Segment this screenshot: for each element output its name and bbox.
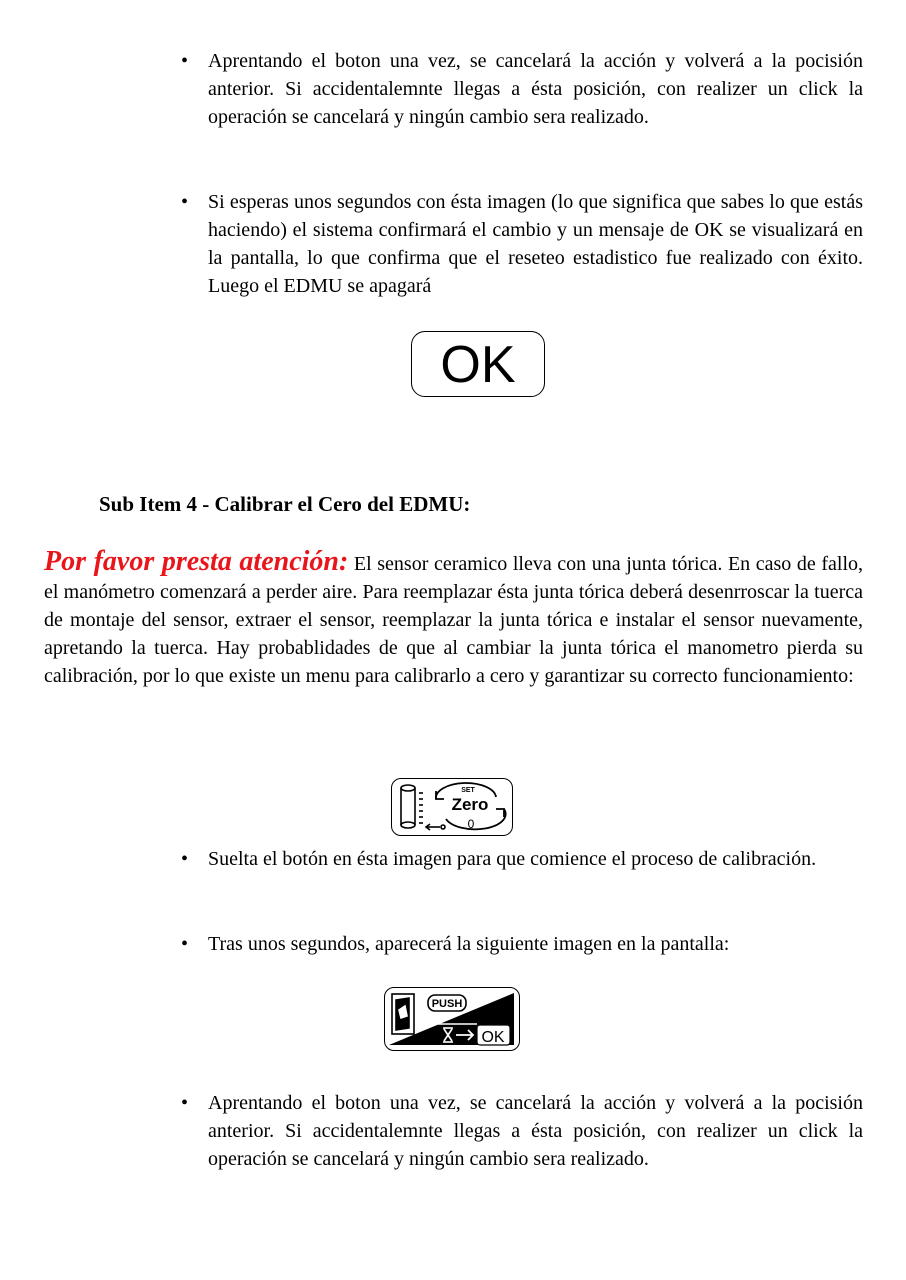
ok-mini-label: OK <box>481 1029 505 1046</box>
section-heading: Sub Item 4 - Calibrar el Cero del EDMU: <box>99 492 471 516</box>
attention-lead: Por favor presta atención: <box>44 546 349 577</box>
bullet-text: Suelta el botón en ésta imagen para que comience el proceso de calibración. <box>208 848 817 870</box>
bullet-text: Tras unos segundos, aparecerá la siguiente imagen en la pantalla: <box>208 933 730 955</box>
bullet-text: Aprentando el boton una vez, se cancelará la acción y volverá a la pocisión anterior. Si accidentalemnte llegas a ésta posición, con realizer un click la operación se cancelará y ningún cambio sera realizado. <box>208 1092 863 1170</box>
bullet-item <box>181 845 863 873</box>
zero-label: Zero <box>451 795 489 814</box>
bullet-item <box>181 1089 863 1173</box>
ok-display-image: OK <box>411 331 545 397</box>
bullet-dot: • <box>181 848 189 870</box>
set-label: SET <box>461 787 475 794</box>
bullet-item <box>181 47 863 131</box>
push-ok-icon <box>385 988 518 1049</box>
hand-icon <box>392 994 414 1034</box>
bullet-dot: • <box>181 191 189 213</box>
bullet-text: Aprentando el boton una vez, se cancelará la acción y volverá a la pocisión anterior. Si accidentalemnte llegas a ésta posición, con realizer un click la operación se cancelará y ningún cambio sera realizado. <box>208 50 863 128</box>
zero-digit: 0 <box>467 817 475 831</box>
bullet-dot: • <box>181 50 189 72</box>
set-zero-icon <box>392 779 511 834</box>
attention-body: El sensor ceramico lleva con una junta tórica. En caso de fallo, el manómetro comenzará a perder aire. Para reemplazar ésta junta tórica deberá desenrroscar la tuerca de montaje del sensor, extraer el sensor, reemplazar la junta tórica e instalar el sensor nuevamente, apretando la tuerca. Hay probablidades de que al cambiar la junta tórica el manometro pierda su calibración, por lo que existe un menu para calibrarlo a cero y garantizar su correcto funcionamiento: <box>44 553 864 687</box>
bullet-dot: • <box>181 1092 189 1114</box>
push-ok-screen-image <box>384 987 520 1051</box>
bullet-dot: • <box>181 933 189 955</box>
bullet-item <box>181 188 863 300</box>
set-zero-screen-image <box>391 778 513 836</box>
push-label: PUSH <box>431 998 463 1010</box>
bullet-text: Si esperas unos segundos con ésta imagen (lo que significa que sabes lo que estás haciendo) el sistema confirmará el cambio y un mensaje de OK se visualizará en la pantalla, lo que confirma que el reseteo estadistico fue realizado con éxito. Luego el EDMU se apagará <box>208 191 863 297</box>
attention-paragraph <box>44 548 863 690</box>
bullet-item <box>181 930 863 958</box>
